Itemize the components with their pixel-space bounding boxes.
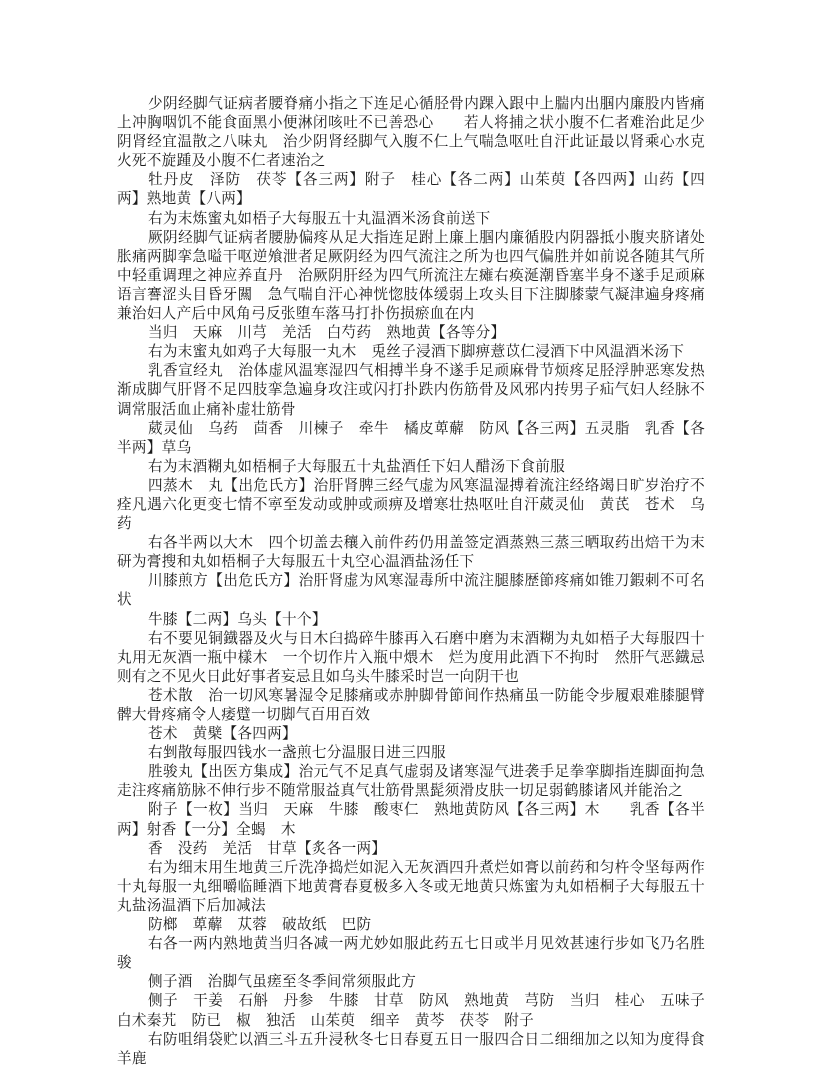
paragraph-chuanxi-ingredients: 牛膝【二两】乌头【十个】: [148, 610, 327, 628]
paragraph-sizheng-intro: 四蒸木 丸【出危氏方】治肝肾脾三经气虚为风寒温湿搏着流注经络竭日旷岁治疗不痊凡遇六化更变七情不寕至发动或肿或顽痹及增寒壮热呕吐自汗葳灵仙 黄芪 苍术 乌药: [117, 476, 705, 533]
paragraph-sizheng-method: 右各半两以大木 四个切盖去穰入前件药仍用盖签定酒蒸熟三蒸三晒取药出焙干为末研为膏搜和丸如梧桐子大每服五十丸空心温酒盐汤任下: [117, 534, 705, 571]
paragraph-cangzhu-intro: 苍术散 治一切风寒暑湿令足膝痛或赤肿脚骨節间作热痛虽一防能令步履艰难膝腿臂髀大骨疼痛令人痿躄一切脚气百用百效: [117, 686, 705, 723]
paragraph-shengjun-additions-method: 右各一两内熟地黄当归各减一两尤妙如服此药五七日或半月见效甚速行步如飞乃名胜骏: [117, 935, 705, 972]
paragraph-ruxiang-method: 右为末酒糊丸如梧桐子大每服五十丸盐酒任下妇人醋汤下食前服: [148, 457, 566, 475]
paragraph-shengjun-ingredients-2: 香 没药 羌活 甘草【炙各一两】: [148, 839, 387, 857]
paragraph-chuanxi-method: 右不要见铜鐡器及火与日木臼捣碎牛膝再入石磨中磨为末酒糊为丸如梧子大每服四十丸用无灰酒一瓶中樣木 一个切作片入瓶中煨木 烂为度用此酒下不拘时 然肝气恶鐡忌则有之不见火日此好事者妄忌且如乌头牛膝采时岂一向阴干也: [117, 629, 705, 685]
paragraph-shengjun-method: 右为细末用生地黄三斤洗净捣烂如泥入无灰酒四升煮烂如膏以前药和匀杵令坚每两作十丸每服一丸细嚼临睡酒下地黄膏春夏极多入冬或无地黄只炼蜜为丸如梧桐子大每服五十丸盐汤温酒下后加减法: [117, 858, 705, 914]
document-page: [117, 94, 705, 1068]
paragraph-yangzhi-ingredients: 当归 天麻 川芎 羌活 白芍药 熟地黄【各等分】: [148, 324, 506, 342]
paragraph-cezi-ingredients: 侧子 干姜 石斛 丹参 牛膝 甘草 防风 熟地黄 芎防 当归 桂心 五味子白术秦艽 防已 椒 独活 山茱萸 细辛 黄芩 茯苓 附子: [117, 992, 705, 1029]
paragraph-bawei-ingredients: 牡丹皮 泽防 茯苓【各三两】附子 桂心【各二两】山茱萸【各四两】山药【四两】熟地黄【八两】: [117, 171, 705, 208]
paragraph-shengjun-intro: 胜骏丸【出医方集成】治元气不足真气虚弱及诸寒湿气进袭手足拳挛脚指连脚面拘急走注疼痛筋脉不伸行步不随常服益真气壮筋骨黑髭须滑皮肤一切足弱鹤膝诸风并能治之: [117, 763, 705, 800]
paragraph-yangzhi-method: 右为末蜜丸如鸡子大每服一丸木 兎丝子浸酒下脚痹薏苡仁浸酒下中风温酒米汤下: [148, 343, 685, 361]
paragraph-shengjun-additions: 防榔 萆薢 苁蓉 破故纸 巴防: [148, 916, 372, 934]
paragraph-chuanxi-intro: 川膝煎方【出危氏方】治肝肾虚为风寒湿毒所中流注腿膝歴節疼痛如锥刀鍜刺不可名状: [117, 572, 705, 609]
paragraph-ruxiang-intro: 乳香宣经丸 治体虚风温寒湿四气相搏半身不遂手足顽麻骨节烦疼足胫浮肿恶寒发热渐成脚气肝肾不足四肢挛急遍身攻注或闪打扑跌内伤筋骨及风邪内抟男子疝气妇人经脉不调常服活血止痛补虚壮筋骨: [117, 362, 705, 418]
paragraph-cezi-method: 右防咀绢袋贮以酒三斗五升浸秋冬七日春夏五日一服四合日二细细加之以知为度得食羊鹿: [117, 1030, 705, 1067]
paragraph-shaoyin-intro: 少阴经脚气证病者腰脊痛小指之下连足心循胫骨内踝入跟中上腨内出腘内廉股内皆痛上冲胸咽饥不能食面黑小便淋闭咳吐不已善恐心 若人将捕之状小腹不仁者难治此足少阴肾经宜温散之八味丸 治少阴肾经脚气入腹不仁上气喘急呕吐自汗此证最以肾乘心水克火死不旋踵及小腹不仁者速治之: [117, 95, 705, 170]
paragraph-cezi-intro: 侧子酒 治脚气虽瘥至冬季间常须服此方: [148, 973, 417, 991]
paragraph-ruxiang-ingredients: 葳灵仙 乌药 茴香 川楝子 牵牛 橘皮萆薢 防风【各三两】五灵脂 乳香【各半两】草乌: [117, 419, 705, 456]
paragraph-jueyin-intro: 厥阴经脚气证病者腰胁偏疼从足大指连足跗上廉上腘内廉循股内阴器抵小腹夹脐诸处胀痛两脚挛急嗌干呕逆飧泄者足厥阴经为四气流注之所为也四气偏胜并如前说各随其气所中轻重调理之神应养直丹 治厥阴肝经为四气所流注左瘫右痪涎潮昏塞半身不遂手足顽麻语言謇涩头目昏牙闗 急气喘自汗心神恍惚肢体缓弱上攻头目下注脚膝蒙气凝津遍身疼痛兼治妇人产后中风角弓反张堕车落马打扑伤损瘀血在内: [117, 228, 705, 323]
paragraph-cangzhu-method: 右剉散每服四钱水一盏煎七分温服日进三四服: [148, 744, 446, 762]
paragraph-bawei-method: 右为末炼蜜丸如梧子大每服五十丸温酒米汤食前送下: [148, 209, 491, 227]
paragraph-shengjun-ingredients-1: 附子【一枚】当归 天麻 牛膝 酸枣仁 熟地黄防风【各三两】木 乳香【各半两】射香【一分】全蝎 木: [117, 801, 705, 838]
paragraph-cangzhu-ingredients: 苍术 黄檗【各四两】: [148, 725, 297, 743]
